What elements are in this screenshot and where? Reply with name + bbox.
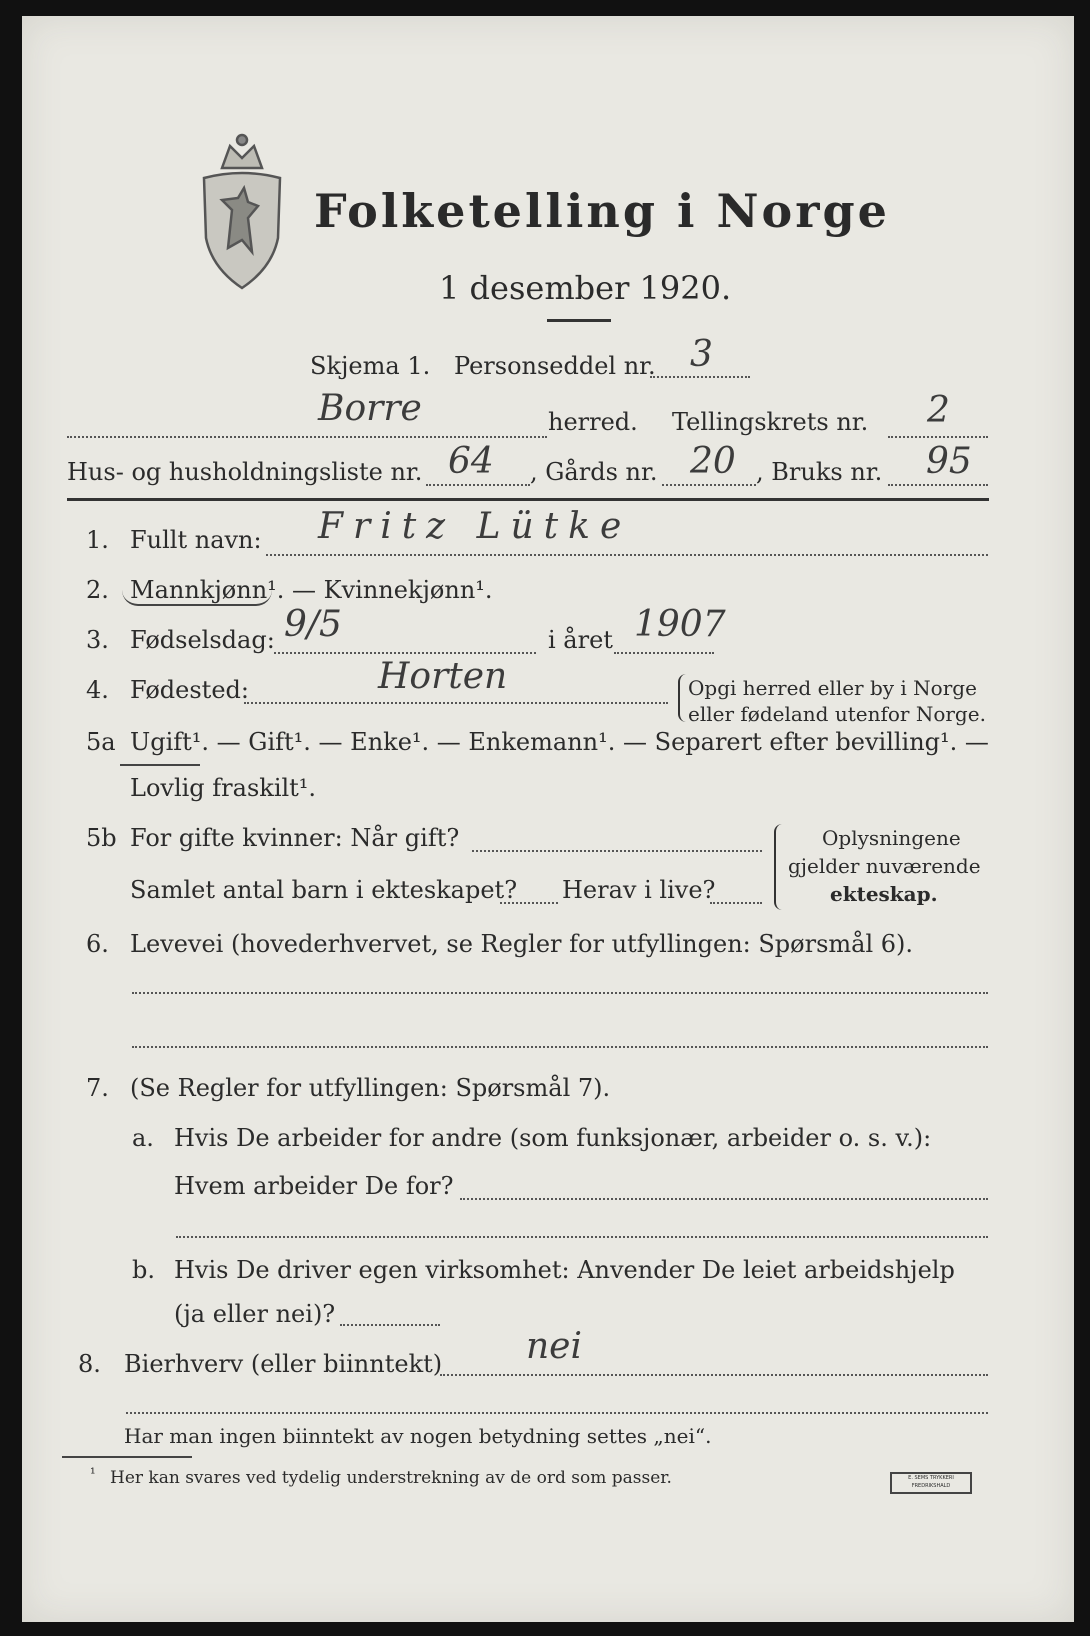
q7b-line2: (ja eller nei)?: [174, 1300, 336, 1328]
q4-label: Fødested:: [130, 676, 249, 704]
q6-line1: [132, 992, 988, 994]
tellingskrets-line: [888, 436, 988, 438]
biinntekt-note: Har man ingen biinntekt av nogen betydning settes „nei“.: [124, 1424, 712, 1448]
q7-number: 7.: [86, 1074, 109, 1102]
coat-of-arms-icon: [192, 128, 292, 298]
gards-label: , Gårds nr.: [530, 458, 658, 486]
q5a-line2: Lovlig fraskilt¹.: [130, 774, 317, 802]
hus-value: 64: [448, 441, 494, 482]
q5b-line1: For gifte kvinner: Når gift?: [130, 824, 460, 852]
q7a-letter: a.: [132, 1124, 154, 1152]
printer-stamp: [890, 1472, 972, 1494]
q5b-alive-line: [710, 902, 762, 904]
q8-line1: [440, 1374, 988, 1376]
q5b-number: 5b: [86, 824, 117, 852]
q5b-note-line2: gjelder nuværende: [788, 854, 981, 878]
q3-number: 3.: [86, 626, 109, 654]
q8-label: Bierhverv (eller biinntekt): [124, 1350, 443, 1378]
title-divider: [547, 319, 611, 322]
q4-value: Horten: [378, 656, 508, 697]
census-form: [22, 16, 1074, 1622]
header-rule: [67, 498, 989, 501]
q5a-number: 5a: [86, 728, 116, 756]
q1-number: 1.: [86, 526, 109, 554]
q7a-line1: Hvis De arbeider for andre (som funksjonær, arbeider o. s. v.):: [174, 1124, 932, 1152]
q4-note-line2: eller fødeland utenfor Norge.: [688, 702, 986, 726]
q8-value: nei: [526, 1326, 583, 1367]
mannkjonn-underline: [122, 590, 272, 606]
q1-line: [266, 554, 988, 556]
q5b-line2a: Samlet antal barn i ekteskapet?: [130, 876, 518, 904]
q3-year-label: i året: [548, 626, 613, 654]
gards-line: [662, 484, 756, 486]
bruks-line: [888, 484, 988, 486]
q3-label: Fødselsdag:: [130, 626, 275, 654]
q5b-note-line3: ekteskap.: [830, 882, 938, 906]
q4-note-line1: Opgi herred eller by i Norge: [688, 676, 977, 700]
q5a-line1: Ugift¹. — Gift¹. — Enke¹. — Enkemann¹. — Separert efter bevilling¹. —: [130, 728, 989, 756]
q2-number: 2.: [86, 576, 109, 604]
q5b-note-bracket: [774, 824, 784, 910]
q7b-answer-line: [340, 1324, 440, 1326]
footnote-text: Her kan svares ved tydelig understrekning av de ord som passer.: [110, 1468, 672, 1488]
census-date: 1 desember 1920.: [439, 269, 732, 307]
personseddel-label: Personseddel nr.: [454, 352, 656, 380]
q7a-answer-line1: [460, 1198, 988, 1200]
skjema-label: Skjema 1.: [310, 352, 431, 380]
q8-line2: [126, 1412, 988, 1414]
footnote-mark: ¹: [90, 1466, 96, 1482]
q4-line: [244, 702, 668, 704]
q6-label: Levevei (hovederhvervet, se Regler for utfyllingen: Spørsmål 6).: [130, 930, 914, 958]
q4-number: 4.: [86, 676, 109, 704]
q3-year-value: 1907: [634, 604, 726, 645]
q5b-children-line: [500, 902, 558, 904]
personseddel-line: [650, 376, 750, 378]
printer-stamp-line2: FREDRIKSHALD: [911, 1483, 951, 1489]
q7a-answer-line2: [176, 1236, 988, 1238]
herred-line: [67, 436, 547, 438]
bruks-label: , Bruks nr.: [756, 458, 883, 486]
q4-note-bracket: [678, 674, 688, 722]
bruks-value: 95: [926, 441, 972, 482]
herred-label: herred.: [548, 408, 638, 436]
tellingskrets-value: 2: [927, 390, 950, 431]
footnote-rule: [62, 1456, 192, 1458]
q6-number: 6.: [86, 930, 109, 958]
q1-label: Fullt navn:: [130, 526, 262, 554]
q3-value: 9/5: [284, 604, 342, 645]
hus-label: Hus- og husholdningsliste nr.: [67, 458, 423, 486]
personseddel-value: 3: [690, 334, 713, 375]
q5b-married-line: [472, 850, 762, 852]
q3-year-line: [614, 652, 714, 654]
q8-number: 8.: [78, 1350, 101, 1378]
printer-stamp-line1: E. SEMS TRYKKERI: [908, 1475, 954, 1481]
q3-line: [274, 652, 536, 654]
q2-label: Mannkjønn¹. — Kvinnekjønn¹.: [130, 576, 493, 604]
tellingskrets-label: Tellingskrets nr.: [672, 408, 869, 436]
q7-label: (Se Regler for utfyllingen: Spørsmål 7).: [130, 1074, 611, 1102]
q7b-letter: b.: [132, 1256, 155, 1284]
hus-line: [426, 484, 530, 486]
q7b-line1: Hvis De driver egen virksomhet: Anvender De leiet arbeidshjelp: [174, 1256, 955, 1284]
form-title: Folketelling i Norge: [314, 184, 890, 238]
q5b-note-line1: Oplysningene: [822, 826, 961, 850]
ugift-underline: [120, 764, 200, 766]
q1-value: Fritz Lütke: [318, 506, 632, 547]
gards-value: 20: [690, 441, 736, 482]
q5b-line2b: Herav i live?: [562, 876, 716, 904]
q6-line2: [132, 1046, 988, 1048]
q7a-line2: Hvem arbeider De for?: [174, 1172, 454, 1200]
herred-value: Borre: [318, 388, 422, 429]
